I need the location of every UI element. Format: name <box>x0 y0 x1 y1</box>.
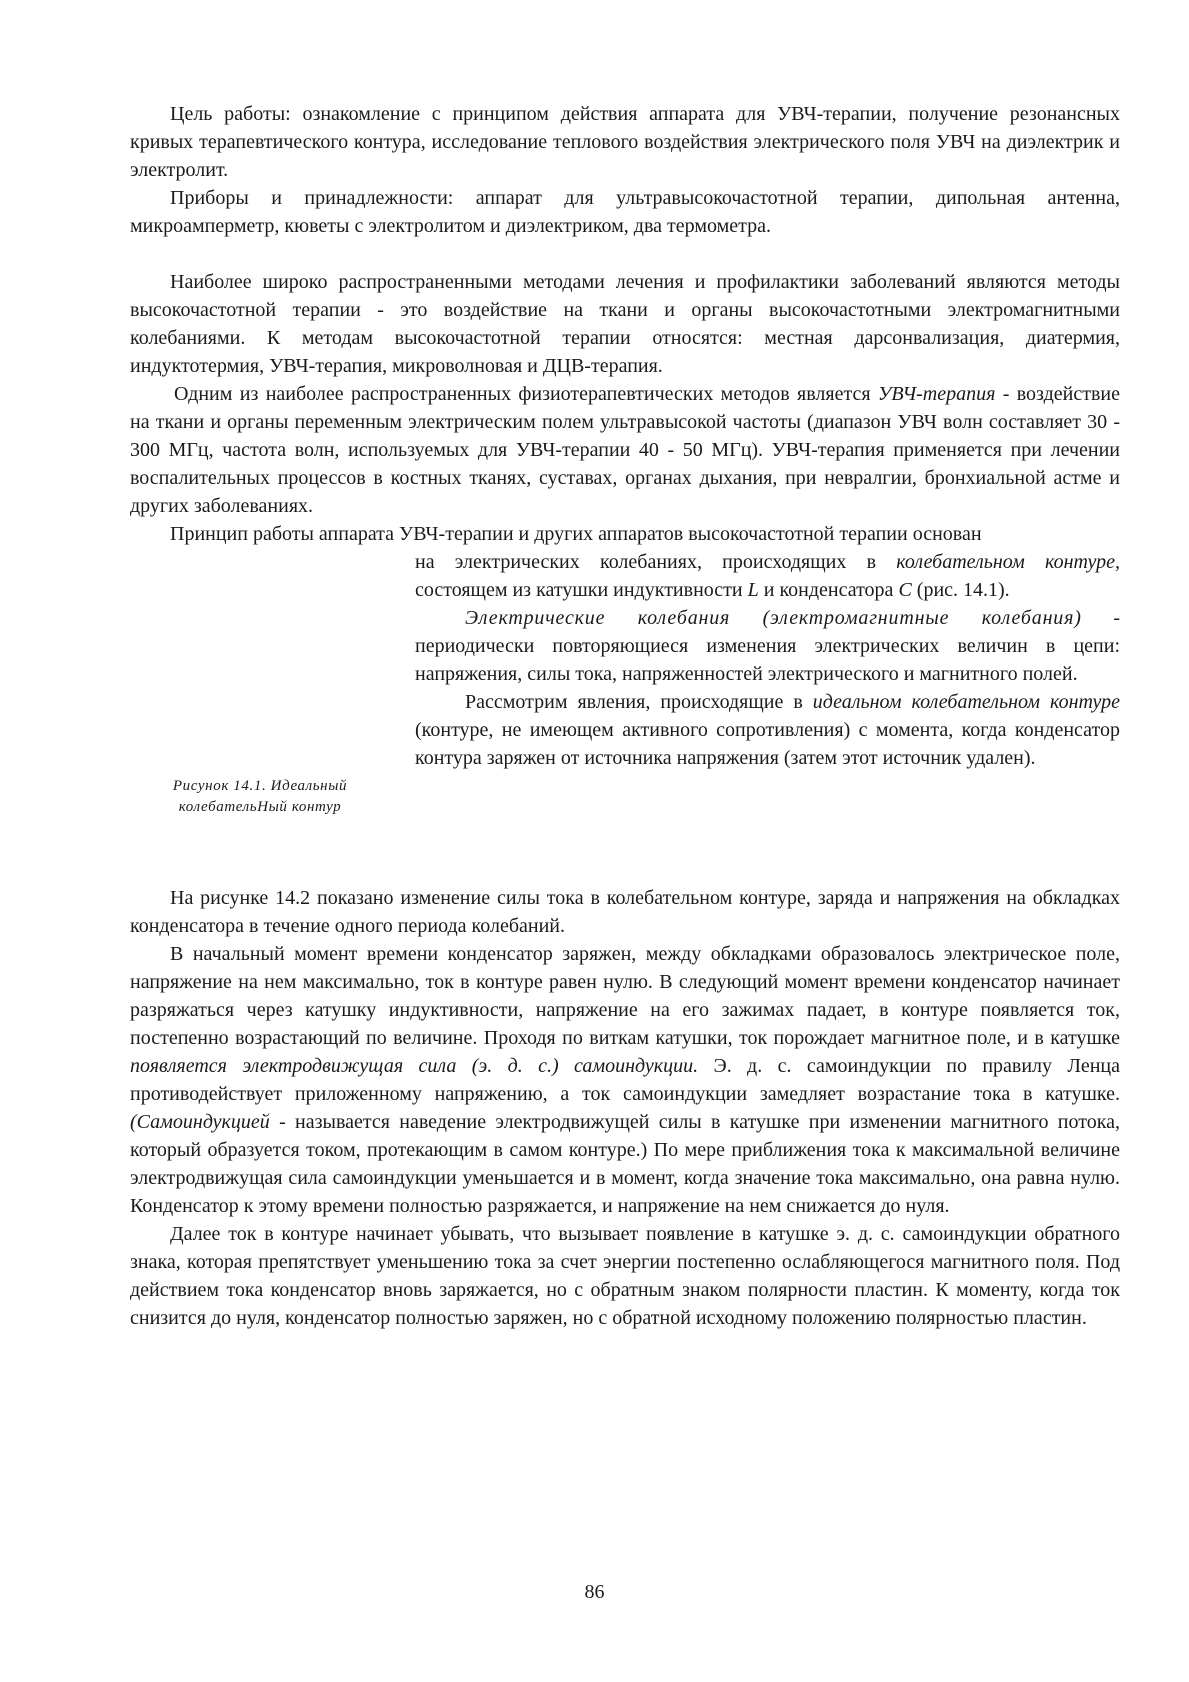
text-span: (рис. 14.1). <box>911 579 1010 601</box>
text-span: на электрических колебаниях, происходящих в <box>415 551 897 573</box>
text-span: (контуре, не имеющем активного сопротивления) с момента, когда конденсатор контура заряжен от источника напряжения (затем этот источник удален). <box>415 719 1120 769</box>
figure-14-2-paragraph <box>130 884 1120 940</box>
intro-text: Наиболее широко распространенными методами лечения и профилактики заболеваний являются методы высокочастотной терапии - это воздействие на ткани и органы высокочастотными электромагнитными колебаниями. К методам высокочастотной терапии относятся: местная дарсонвализация, диатермия, индуктотермия, УВЧ-терапия, микроволновая и ДЦВ-терапия. <box>130 271 1120 377</box>
term-span: появляется электродвижущая сила (э. д. с.) самоиндукции. <box>130 1055 699 1077</box>
oscillating-circuit-paragraph <box>415 548 1120 604</box>
electric-oscillations-paragraph <box>415 604 1120 688</box>
term-span: идеальном колебательном контуре <box>812 691 1120 713</box>
text-span: Рассмотрим явления, происходящие в <box>465 691 813 713</box>
symbol-C: C <box>898 579 912 601</box>
text-span: - периодически повторяющиеся изменения электрических величин в цепи: напряжения, силы тока, напряженностей электрического и магнитного полей. <box>415 607 1120 685</box>
intro-paragraph <box>130 268 1120 380</box>
initial-moment-paragraph <box>130 940 1120 1220</box>
principle-lead-text: Принцип работы аппарата УВЧ-терапии и других аппаратов высокочастотной терапии основан <box>170 523 982 545</box>
page-content <box>130 100 1120 1332</box>
purpose-paragraph <box>130 100 1120 184</box>
term-span: колебательном контуре, <box>896 551 1120 573</box>
further-paragraph <box>130 1220 1120 1332</box>
figure-caption-line-2: колебательНый контур <box>178 799 342 815</box>
spacer <box>130 240 1120 268</box>
figure-14-1-block <box>130 548 1120 884</box>
purpose-text: Цель работы: ознакомление с принципом действия аппарата для УВЧ-терапии, получение резонансных кривых терапевтического контура, исследование теплового воздействия электрического поля УВЧ на диэлектрик и электролит. <box>130 103 1120 181</box>
equipment-text: Приборы и принадлежности: аппарат для ультравысокочастотной терапии, дипольная антенна, микроамперметр, кюветы с электролитом и диэлектриком, два термометра. <box>130 187 1120 237</box>
page-number: 86 <box>584 1581 605 1603</box>
figure-caption-line-1: Рисунок 14.1. Идеальный <box>172 778 348 794</box>
text-span: Э. д. с. самоиндукции по правилу Ленца противодействует приложенному напряжению, а ток самоиндукции замедляет возрастание тока в катушке. <box>130 1055 1120 1105</box>
figure-14-2-text: На рисунке 14.2 показано изменение силы тока в колебательном контуре, заряда и напряжения на обкладках конденсатора в течение одного периода колебаний. <box>130 887 1120 937</box>
symbol-L: L <box>747 579 759 601</box>
figure-side-text <box>415 548 1120 772</box>
further-text: Далее ток в контуре начинает убывать, что вызывает появление в катушке э. д. с. самоиндукции обратного знака, которая препятствует уменьшению тока за счет энергии постепенно ослабляющегося магнитного поля. Под действием тока конденсатор вновь заряжается, но с обратным знаком полярности пластин. К моменту, когда ток снизится до нуля, конденсатор полностью заряжен, но с обратной исходному положению полярностью пластин. <box>130 1223 1120 1329</box>
term-span: Электрические колебания (электромагнитные колебания) <box>465 607 1082 629</box>
uhf-text-after: - воздействие на ткани и органы переменным электрическим полем ультравысокой частоты (диапазон УВЧ волн составляет 30 - 300 МГц, частота волн, используемых для УВЧ-терапии 40 - 50 МГц). УВЧ-терапия применяется при лечении воспалительных процессов в костных тканях, суставах, органах дыхания, при невралгии, бронхиальной астме и других заболеваниях. <box>130 383 1120 517</box>
text-span: состоящем из катушки индуктивности <box>415 579 748 601</box>
term-span: (Самоиндукцией <box>130 1111 270 1133</box>
text-span: и конденсатора <box>758 579 899 601</box>
principle-lead <box>130 520 1120 548</box>
uhf-text-before: Одним из наиболее распространенных физиотерапевтических методов является <box>174 383 878 405</box>
uhf-paragraph <box>130 380 1120 520</box>
ideal-circuit-paragraph <box>415 688 1120 772</box>
figure-caption <box>130 776 390 818</box>
text-span: - называется наведение электродвижущей силы в катушке при изменении магнитного потока, который образуется током, протекающим в самом контуре.) По мере приближения тока к максимальной величине электродвижущая сила самоиндукции уменьшается и в момент, когда значение тока максимально, она равна нулю. Конденсатор к этому времени полностью разряжается, и напряжение на нем снижается до нуля. <box>130 1111 1120 1217</box>
uhf-term: УВЧ-терапия <box>877 383 996 405</box>
text-span: В начальный момент времени конденсатор заряжен, между обкладками образовалось электрическое поле, напряжение на нем максимально, ток в контуре равен нулю. В следующий момент времени конденсатор начинает разряжаться через катушку индуктивности, напряжение на его зажимах падает, в контуре появляется ток, постепенно возрастающий по величине. Проходя по виткам катушки, ток порождает магнитное поле, и в катушке <box>130 943 1120 1049</box>
equipment-paragraph <box>130 184 1120 240</box>
